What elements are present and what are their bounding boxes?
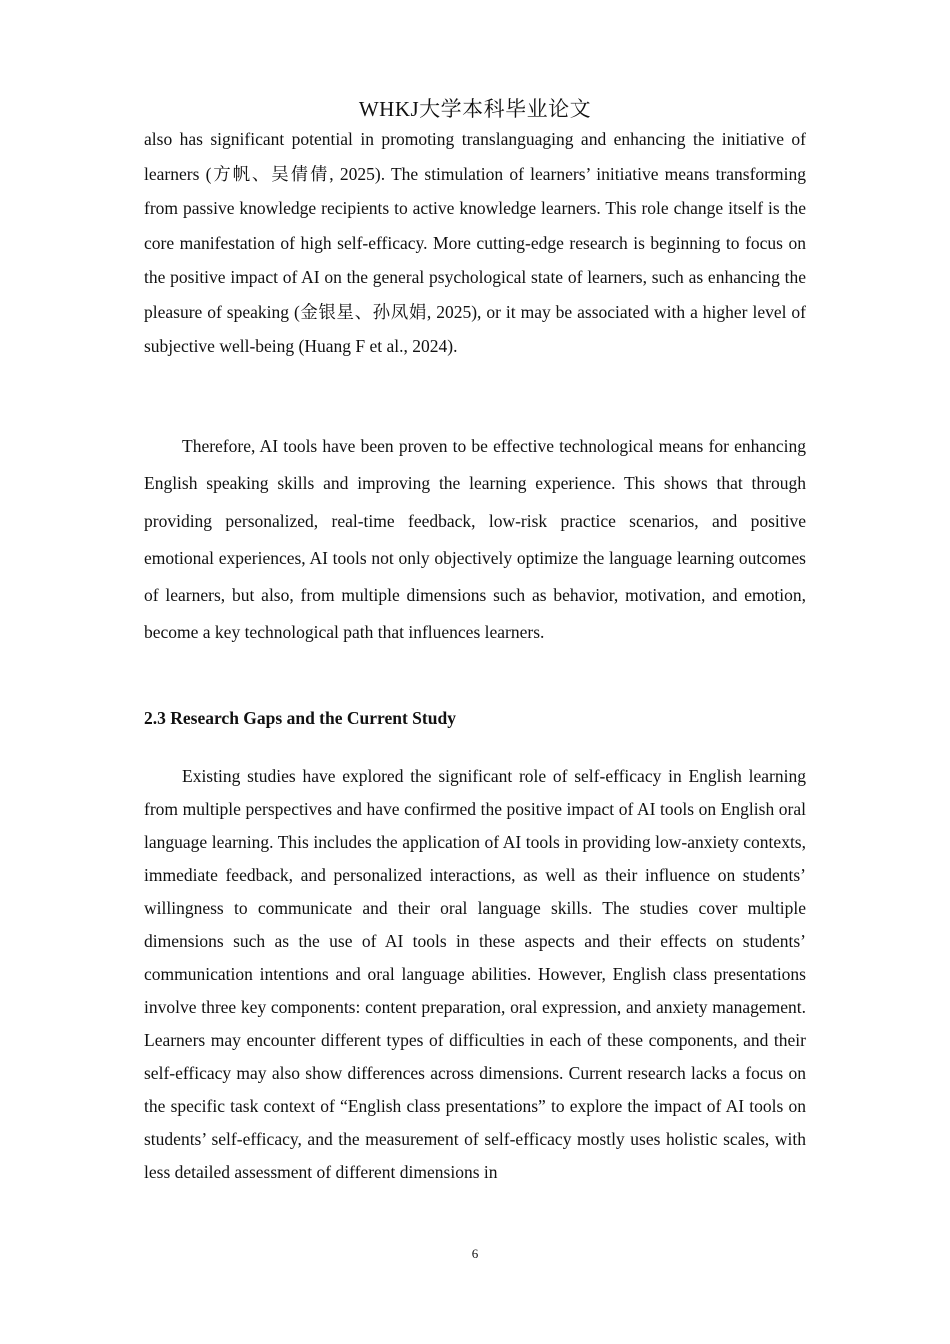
- paragraph-therefore: Therefore, AI tools have been proven to be effective technological means for enhancing English speaking skills and improving the learning experience. This shows that through providing personalized, real-time feedback, low-risk practice scenarios, and positive emotional experiences, AI tools not only objectively optimize the language learning outcomes of learners, but also, from multiple dimensions such as behavior, motivation, and emotion, become a key technological path that influences learners.: [144, 436, 806, 643]
- section-heading: 2.3 Research Gaps and the Current Study: [144, 708, 456, 728]
- paragraph-research-gaps: Existing studies have explored the significant role of self-efficacy in English learning from multiple perspectives and have confirmed the positive impact of AI tools on English oral language learning. This includes the application of AI tools in providing low-anxiety contexts, immediate feedback, and personalized interactions, as well as their influence on students’ willingness to communicate and their oral language skills. The studies cover multiple dimensions such as the use of AI tools in these aspects and their effects on students’ communication intentions and oral language abilities. However, English class presentations involve three key components: content preparation, oral expression, and anxiety management. Learners may encounter different types of difficulties in each of these components, and their self-efficacy may also show differences across dimensions. Current research lacks a focus on the specific task context of “English class presentations” to explore the impact of AI tools on students’ self-efficacy, and the measurement of self-efficacy mostly uses holistic scales, with less detailed assessment of different dimensions in: [144, 766, 806, 1182]
- paragraph-continued: also has significant potential in promoting translanguaging and enhancing the initiative of learners (方帆、吴倩倩, 2025). The stimulation of learners’ initiative means transforming from passive knowledge recipients to active knowledge learners. This role change itself is the core manifestation of high self-efficacy. More cutting-edge research is beginning to focus on the positive impact of AI on the general psychological state of learners, such as enhancing the pleasure of speaking (金银星、孙凤娟, 2025), or it may be associated with a higher level of subjective well-being (Huang F et al., 2024).: [144, 129, 806, 356]
- page-number: 6: [471, 1246, 479, 1261]
- running-header: WHKJ大学本科毕业论文: [358, 97, 592, 121]
